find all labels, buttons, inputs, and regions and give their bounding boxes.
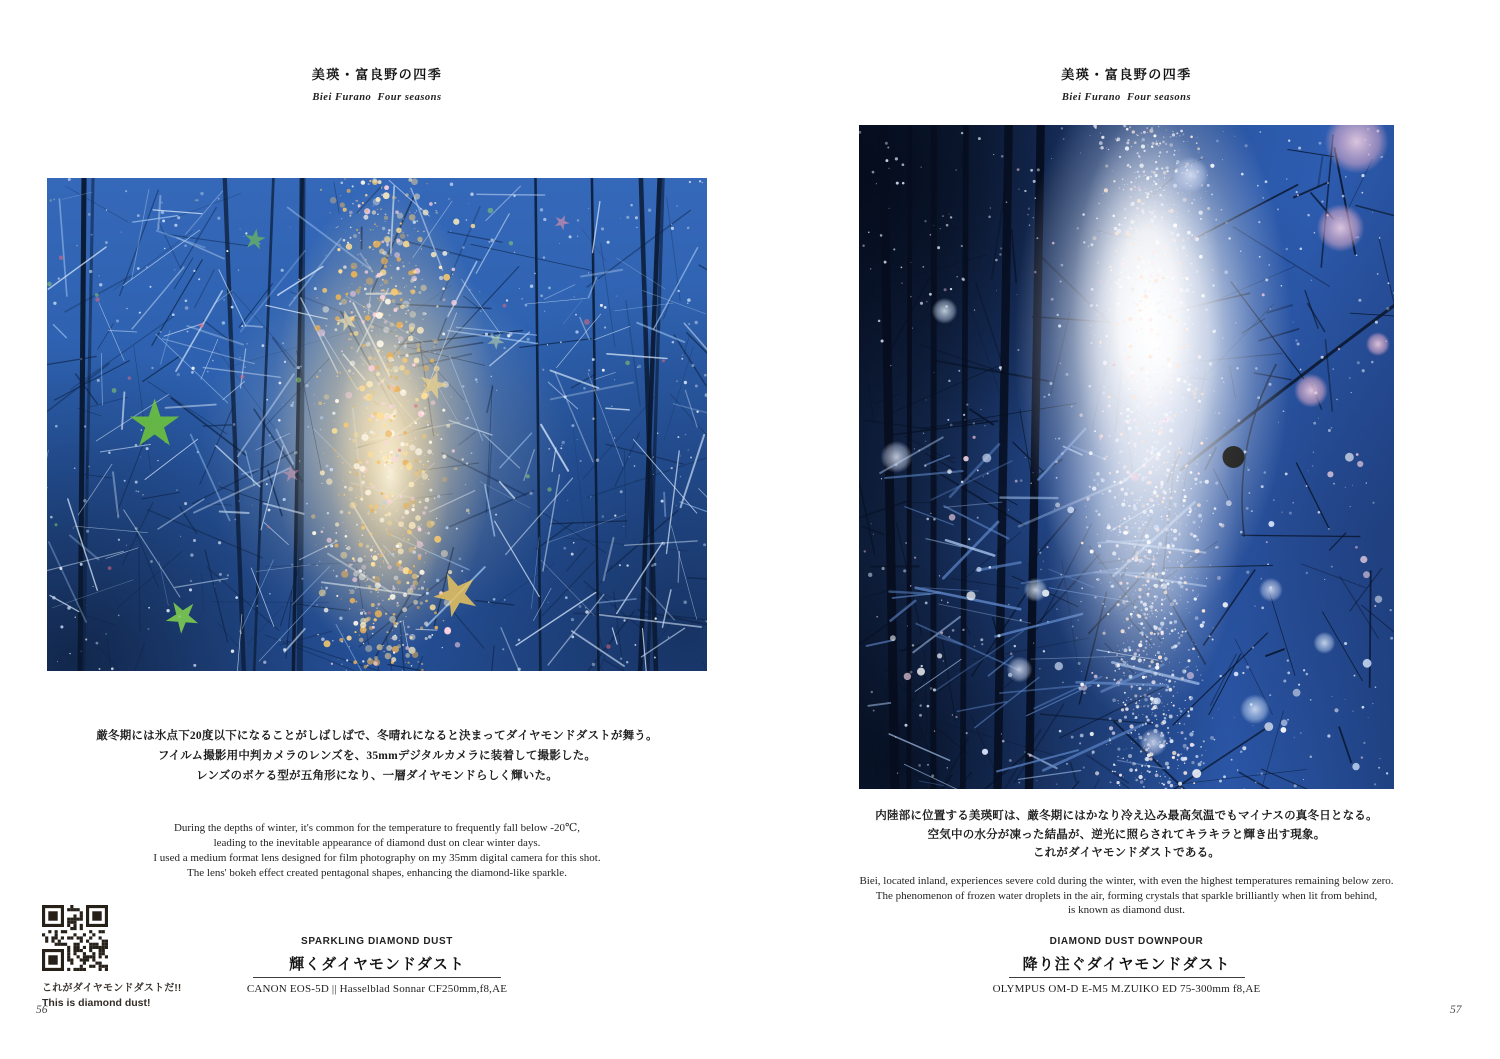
work-title-en: SPARKLING DIAMOND DUST [301, 936, 453, 947]
caption-line: フイルム撮影用中判カメラのレンズを、35mmデジタルカメラに装着して撮影した。 [157, 750, 597, 762]
photo-right-artwork [859, 125, 1394, 789]
caption-line: During the depths of winter, it's common for the temperature to frequently fall below -20℃, [173, 822, 581, 834]
title-rule [1009, 977, 1245, 978]
caption-line: The phenomenon of frozen water droplets in the air, forming crystals that sparkle brilliantly when lit from behind, [875, 889, 1378, 902]
page-number-left: 56 [36, 1004, 48, 1016]
work-title-ja: 降り注ぐダイヤモンドダスト [1022, 956, 1231, 973]
caption-line: 厳冬期には氷点下20度以下になることがしばしばで、冬晴れになると決まってダイヤモンドダストが舞う。 [96, 730, 658, 742]
page-subtitle-en: Biei Furano Four seasons [1061, 92, 1192, 103]
qr-caption-en: This is diamond dust! [42, 997, 151, 1009]
caption-en-right [779, 874, 1474, 918]
page-header-left [47, 64, 707, 103]
camera-info: CANON EOS-5D || Hasselblad Sonnar CF250mm,f8,AE [246, 983, 508, 995]
photo-diamond-dust-downpour [859, 125, 1394, 789]
photo-left-artwork [47, 178, 707, 671]
page-header-right [859, 64, 1394, 103]
caption-line: The lens' bokeh effect created pentagonal shapes, enhancing the diamond-like sparkle. [187, 867, 567, 879]
caption-line: Biei, located inland, experiences severe cold during the winter, with even the highest temperatures remaining below zero. [859, 875, 1394, 887]
work-title-block-left [47, 936, 707, 995]
caption-en-left [47, 821, 707, 881]
camera-info: OLYMPUS OM-D E-M5 M.ZUIKO ED 75-300mm f8,AE [992, 983, 1261, 995]
page-title-ja: 美瑛・富良野の四季 [1061, 67, 1192, 82]
work-title-block-right [859, 936, 1394, 995]
caption-line: これがダイヤモンドダストである。 [1033, 847, 1220, 859]
caption-line: レンズのボケる型が五角形になり、一層ダイヤモンドらしく輝いた。 [196, 770, 558, 782]
caption-ja-right [799, 807, 1454, 863]
work-title-ja: 輝くダイヤモンドダスト [289, 956, 465, 973]
caption-line: 内陸部に位置する美瑛町は、厳冬期にはかなり冷え込み最高気温でもマイナスの真冬日となる。 [875, 810, 1378, 822]
title-rule [253, 977, 501, 978]
page-subtitle-en: Biei Furano Four seasons [312, 92, 442, 103]
caption-line: is known as diamond dust. [1067, 904, 1186, 916]
caption-ja-left [47, 726, 707, 786]
page-number-right: 57 [1450, 1004, 1462, 1016]
caption-line: 空気中の水分が凍った結晶が、逆光に照らされてキラキラと輝き出す現象。 [927, 828, 1326, 841]
qr-caption-ja: これがダイヤモンドダストだ!! [42, 983, 182, 994]
caption-line: leading to the inevitable appearance of diamond dust on clear winter days. [213, 837, 541, 849]
photo-sparkling-diamond-dust [47, 178, 707, 671]
caption-line: I used a medium format lens designed for film photography on my 35mm digital camera for this shot. [153, 852, 601, 864]
work-title-en: DIAMOND DUST DOWNPOUR [1049, 936, 1204, 947]
page-title-ja: 美瑛・富良野の四季 [311, 67, 443, 82]
